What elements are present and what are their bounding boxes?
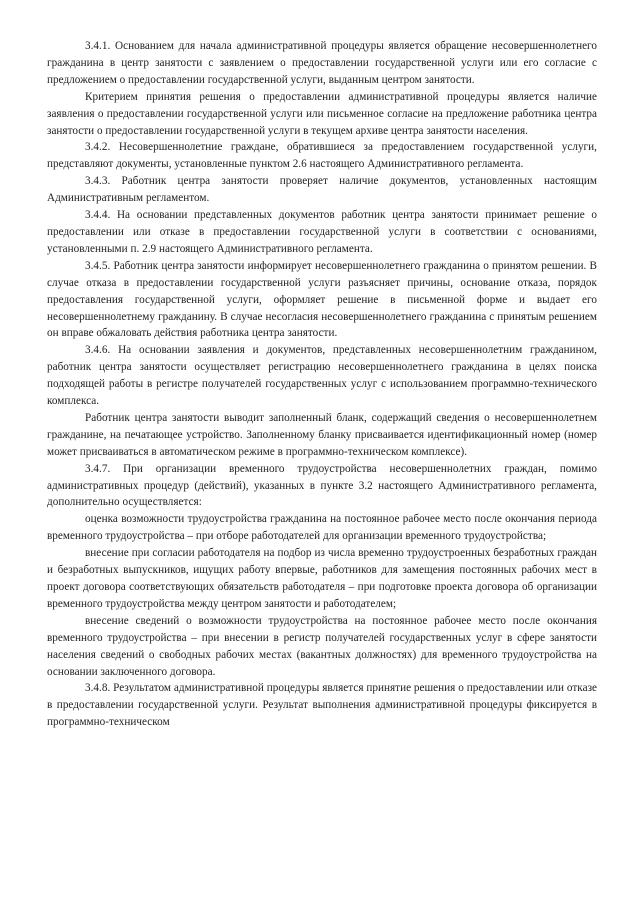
paragraph-3-4-4: 3.4.4. На основании представленных документов работник центра занятости принимает решение о предоставлении или отказе в предоставлении государственной услуги в соответствии с основаниями, установленными п. 2.9 настоящего Административного регламента. [47,209,597,255]
paragraph-3-4-7: 3.4.7. При организации временного трудоустройства несовершеннолетних граждан, помимо административных процедур (действий), указанных в пункте 3.2 настоящего Административного регламента, дополнительно осуществляется: [47,462,597,509]
paragraph-decision-criterion: Критерием принятия решения о предоставлении административной процедуры является наличие заявления о предоставлении государственной услуги или письменное согласие на предложение работника центра занятости о предоставлении государственной услуги в текущем архиве центра занятости населения. [47,90,597,137]
paragraph-3-4-2: 3.4.2. Несовершеннолетние граждане, обратившиеся за предоставлением государственной услуги, представляют документы, установленные пунктом 2.6 настоящего Административного регламента. [47,141,597,171]
document-page [47,38,597,731]
paragraph-vacancy-info: внесение сведений о возможности трудоустройства на постоянное рабочее место после окончания временного трудоустройства – при внесении в регистр получателей государственных услуг в сфере занятости населения сведений о свободных рабочих местах (вакантных должностях) для временного трудоустройства на основании заключенного договора. [47,614,597,678]
paragraph-3-4-3: 3.4.3. Работник центра занятости проверяет наличие документов, установленных настоящим Административным регламентом. [47,175,597,205]
paragraph-employer-consent: внесение при согласии работодателя на подбор из числа временно трудоустроенных безработных граждан и безработных выпускников, ищущих работу впервые, работников для замещения постоянных рабочих мест в проект договора соответствующих обязательств работодателя – при подготовке проекта договора об организации временного трудоустройства между центром занятости и работодателем; [47,547,597,610]
paragraph-form-output: Работник центра занятости выводит заполненный бланк, содержащий сведения о несовершеннолетнем гражданине, на печатающее устройство. Заполненному бланку присваивается идентификационный номер (номер может присваиваться в автоматическом режиме в программно-техническом комплексе). [47,411,597,458]
paragraph-3-4-8: 3.4.8. Результатом административной процедуры является принятие решения о предоставлении или отказе в предоставлении государственной услуги. Результат выполнения административной процедуры фиксируется в программно-техническом [47,682,597,729]
paragraph-3-4-1: 3.4.1. Основанием для начала административной процедуры является обращение несовершеннолетнего гражданина в центр занятости с заявлением о предоставлении государственной услуги или его согласие с предложением о предоставлении государственной услуги, выданным центром занятости. [47,40,597,86]
paragraph-3-4-6: 3.4.6. На основании заявления и документов, представленных несовершеннолетним гражданином, работник центра занятости осуществляет регистрацию несовершеннолетнего гражданина в целях поиска подходящей работы в регистре получателей государственных услуг с использованием программно-технического комплекса. [47,344,597,408]
paragraph-3-4-5: 3.4.5. Работник центра занятости информирует несовершеннолетнего гражданина о принятом решении. В случае отказа в предоставлении государственной услуги разъясняет причины, основание отказа, порядок предоставления государственной услуги, оформляет решение в письменной форме и выдает его несовершеннолетнему гражданину. В случае несогласия несовершеннолетнего гражданина с принятым решением он вправе обжаловать действия работника центра занятости. [47,259,597,340]
paragraph-assessment: оценка возможности трудоустройства гражданина на постоянное рабочее место после окончания периода временного трудоустройства – при отборе работодателей для организации временного трудоустройства; [47,513,597,543]
